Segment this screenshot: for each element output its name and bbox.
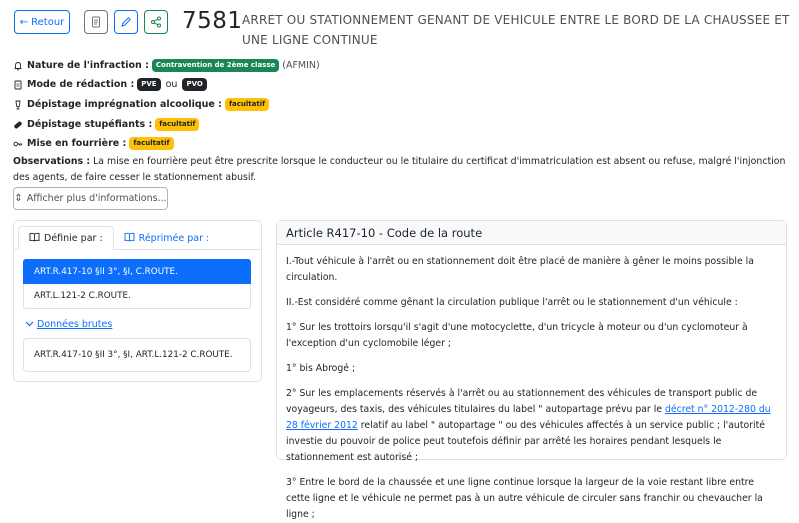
back-button-label: Retour xyxy=(31,16,65,28)
raw-data-toggle[interactable] xyxy=(25,319,112,330)
infraction-title: ARRET OU STATIONNEMENT GENANT DE VEHICULE ENTRE LE BORD DE LA CHAUSSEE ET UNE LIGNE CONTINUE xyxy=(242,13,790,47)
show-more-button[interactable] xyxy=(13,187,168,210)
observations xyxy=(13,154,793,186)
fourriere-badge: facultatif xyxy=(129,137,173,150)
stup-row xyxy=(13,118,199,131)
show-more-label: Afficher plus d'informations... xyxy=(26,193,167,204)
raw-data-box: ART.R.417-10 §II 3°, §I, ART.L.121-2 C.ROUTE. xyxy=(23,338,251,372)
article-paragraph: 3° Entre le bord de la chaussée et une ligne continue lorsque la largeur de la voie restant libre entre cette ligne et le véhicule ne permet pas à un autre véhicule de circuler sans franchir ou chevaucher la ligne ; xyxy=(286,477,763,520)
cup-icon xyxy=(13,100,23,110)
article-paragraph xyxy=(286,386,776,466)
reference-item[interactable]: ART.R.417-10 §II 3°, §I, C.ROUTE. xyxy=(23,259,251,284)
tab-defined-label: Définie par : xyxy=(44,232,103,244)
article-body xyxy=(277,245,786,523)
share-icon xyxy=(150,16,162,28)
document-icon xyxy=(90,16,102,28)
mode-badge-pve: PVE xyxy=(137,78,160,91)
mode-label: Mode de rédaction : xyxy=(27,79,135,90)
nature-row xyxy=(13,59,320,72)
alcool-badge: facultatif xyxy=(225,98,269,111)
mode-row xyxy=(13,78,207,91)
article-text: relatif au label " autopartage " ou des véhicules affectés à un service public ; l'autorité investie du pouvoir de police peut toutefois définir par arrêté les horaires pendant lesquels le stationnement est autorisé ; xyxy=(286,420,765,463)
back-button[interactable] xyxy=(14,10,70,34)
observations-label: Observations : xyxy=(13,156,91,167)
tab-defined-by[interactable] xyxy=(18,226,114,250)
mode-or: ou xyxy=(165,79,178,90)
pencil-icon xyxy=(120,16,132,28)
chevron-down-icon xyxy=(25,319,34,330)
alcool-label: Dépistage imprégnation alcoolique : xyxy=(27,99,222,110)
article-paragraph: 1° Sur les trottoirs lorsqu'il s'agit d'une motocyclette, d'un tricycle à moteur ou d'un cyclomoteur à l'exception d'un cyclomobile léger ; xyxy=(286,322,748,349)
article-text: 2° Sur les emplacements réservés à l'arrêt ou au stationnement des véhicules de transport public de voyageurs, des taxis, des véhicules titulaires du label " autopartage prévu par le xyxy=(286,388,758,415)
book-icon xyxy=(124,232,135,245)
nature-badge: Contravention de 2ème classe xyxy=(152,59,279,72)
tab-punished-label: Réprimée par : xyxy=(138,232,210,244)
nature-label: Nature de l'infraction : xyxy=(27,60,149,71)
expand-icon: ⇕ xyxy=(14,193,23,204)
document-button[interactable] xyxy=(84,10,108,34)
bell-icon xyxy=(13,61,23,71)
arrow-left-icon: ← xyxy=(19,16,29,28)
article-paragraph: I.-Tout véhicule à l'arrêt ou en stationnement doit être placé de manière à gêner le moins possible la circulation. xyxy=(286,256,754,283)
article-paragraph: 1° bis Abrogé ; xyxy=(286,363,356,374)
raw-data-label: Données brutes xyxy=(37,319,113,330)
capsule-icon xyxy=(13,120,23,130)
article-card xyxy=(276,220,787,520)
key-icon xyxy=(13,139,23,149)
stup-label: Dépistage stupéfiants : xyxy=(27,119,153,130)
observations-text: La mise en fourrière peut être prescrite lorsque le conducteur ou le titulaire du certificat d'immatriculation est absent ou refuse, malgré l'injonction des agents, de faire cesser le stationnement abusif. xyxy=(13,156,786,183)
fourriere-row xyxy=(13,137,174,150)
mode-badge-pvo: PVO xyxy=(182,78,206,91)
file-icon xyxy=(13,80,23,90)
decree-link[interactable]: décret n° 2012-280 du 28 février 2012 xyxy=(286,404,771,431)
tab-punished-by[interactable] xyxy=(114,226,220,250)
alcool-row xyxy=(13,98,269,111)
fourriere-label: Mise en fourrière : xyxy=(27,138,127,149)
reference-tabs xyxy=(18,226,219,250)
stup-badge: facultatif xyxy=(155,118,199,131)
reference-list xyxy=(23,259,251,309)
topbar xyxy=(14,10,70,34)
nature-suffix: (AFMIN) xyxy=(282,60,320,71)
infraction-code: 7581 xyxy=(182,8,243,34)
article-title: Article R417-10 - Code de la route xyxy=(277,221,786,245)
share-button[interactable] xyxy=(144,10,168,34)
reference-item[interactable]: ART.L.121-2 C.ROUTE. xyxy=(23,284,251,309)
edit-button[interactable] xyxy=(114,10,138,34)
book-open-icon xyxy=(29,232,40,245)
article-paragraph: II.-Est considéré comme gênant la circulation publique l'arrêt ou le stationnement d'un véhicule : xyxy=(286,297,738,308)
